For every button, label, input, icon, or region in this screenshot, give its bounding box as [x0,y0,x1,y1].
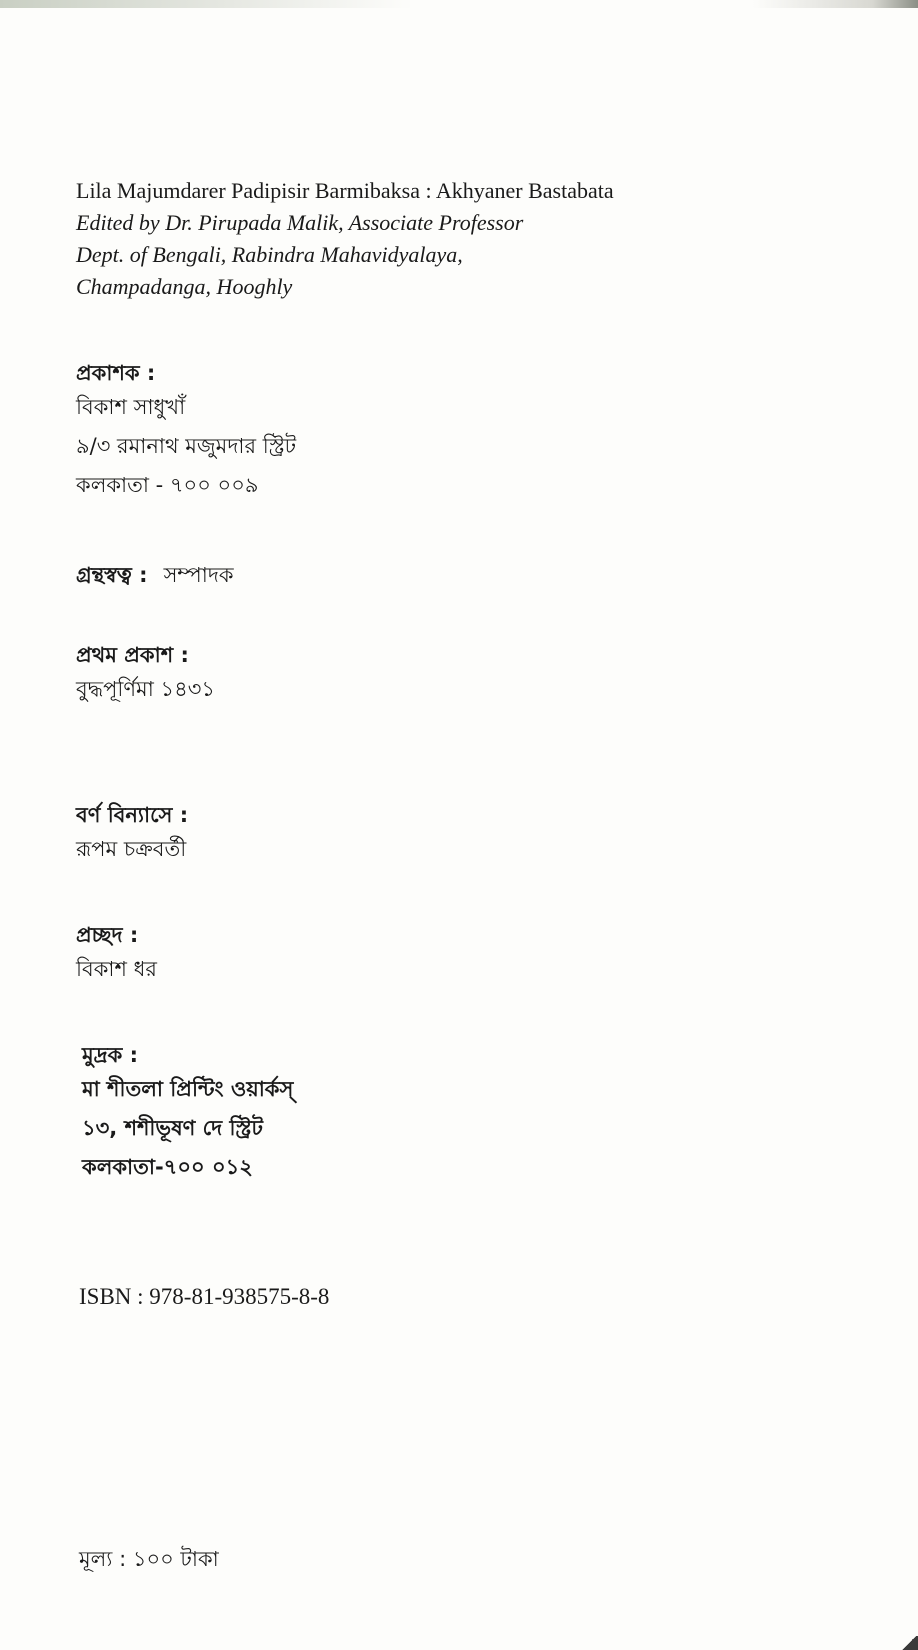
publisher-name: বিকাশ সাধুখাঁ [76,395,186,419]
publisher-address: ৯/৩ রমানাথ মজুমদার স্ট্রিট [76,434,297,458]
printer-block [82,1040,293,1187]
english-credits [76,175,614,303]
publisher-block [76,358,296,505]
cover-value: বিকাশ ধর [76,957,157,981]
isbn-text: ISBN : 978-81-938575-8-8 [79,1284,330,1309]
printer-address: ১৩, শশীভূষণ দে স্ট্রিট [82,1116,263,1140]
price-block [79,1540,219,1579]
isbn-block [79,1282,329,1312]
copyright-row [76,560,234,590]
first-edition-value: বুদ্ধপূর্ণিমা ১৪৩১ [76,677,216,701]
first-edition-label: প্রথম প্রকাশ : [76,643,189,667]
publisher-label: প্রকাশক : [76,361,156,385]
printer-city: কলকাতা-৭০০ ০১২ [82,1155,253,1179]
department-line: Dept. of Bengali, Rabindra Mahavidyalaya, [76,242,463,267]
page-top-edge [0,0,918,8]
publisher-city: কলকাতা - ৭০০ ০০৯ [76,473,259,497]
typesetting-block [76,800,188,869]
price-text: মূল্য : ১০০ টাকা [79,1547,219,1571]
printer-name: মা শীতলা প্রিন্টিং ওয়ার্কস্ [82,1077,294,1101]
cover-block [76,920,157,989]
place-line: Champadanga, Hooghly [76,274,293,299]
copyright-value: সম্পাদক [163,563,234,587]
copyright-block [76,560,234,590]
printer-label: মুদ্রক : [82,1043,139,1067]
cover-label: প্রচ্ছদ : [76,923,139,947]
book-title-line: Lila Majumdarer Padipisir Barmibaksa : Akhyaner Bastabata [76,178,614,203]
typesetting-value: রূপম চক্রবর্তী [76,837,187,861]
page-corner-shadow [900,1636,918,1650]
first-edition-block [76,640,215,709]
editor-line: Edited by Dr. Pirupada Malik, Associate Professor [76,210,524,235]
copyright-label: গ্রন্থস্বত্ব : [76,563,148,587]
typesetting-label: বর্ণ বিন্যাসে : [76,803,189,827]
